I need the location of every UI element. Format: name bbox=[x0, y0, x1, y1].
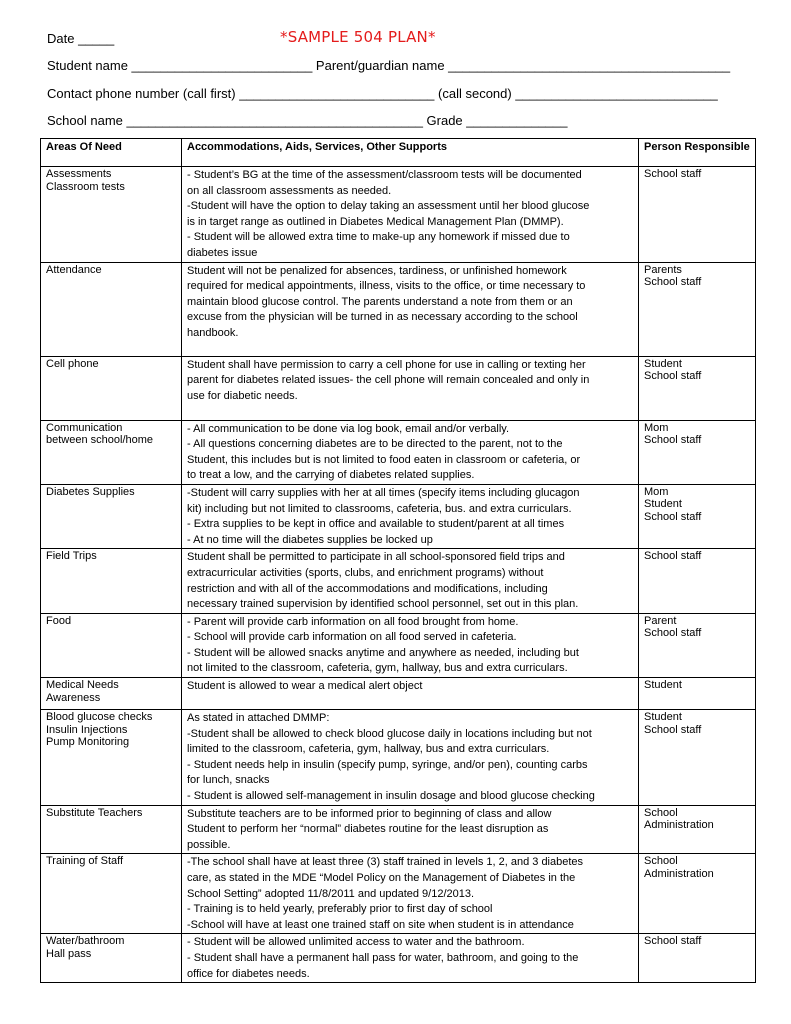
accommodation-line: Student to perform her “normal” diabetes routine for the least disruption as bbox=[187, 823, 549, 836]
accommodation-cell bbox=[182, 678, 639, 710]
person-cell bbox=[639, 262, 756, 356]
person-line: School staff bbox=[644, 550, 702, 563]
accommodation-cell bbox=[182, 484, 639, 548]
table-row bbox=[41, 710, 756, 806]
person-cell bbox=[639, 934, 756, 983]
accommodation-line: - Student’s BG at the time of the assessment/classroom tests will be documented bbox=[187, 169, 582, 181]
accommodation-line: Substitute teachers are to be informed prior to beginning of class and allow bbox=[187, 807, 552, 820]
table-row bbox=[41, 613, 756, 677]
area-line: Medical Needs bbox=[46, 679, 119, 692]
accommodation-line: not limited to the classroom, cafeteria, gym, hallway, bus and extra curriculars. bbox=[187, 662, 568, 675]
accommodation-line: - Extra supplies to be kept in office and available to student/parent at all times bbox=[187, 518, 565, 531]
area-cell bbox=[41, 167, 182, 263]
accommodation-line: -Student will carry supplies with her at all times (specify items including glucagon bbox=[187, 486, 580, 499]
accommodation-line: - At no time will the diabetes supplies be locked up bbox=[187, 533, 433, 546]
area-line: Training of Staff bbox=[46, 855, 124, 868]
header-accommodations: Accommodations, Aids, Services, Other Supports bbox=[182, 139, 639, 167]
area-line: Cell phone bbox=[46, 357, 99, 370]
area-cell bbox=[41, 805, 182, 854]
person-cell bbox=[639, 678, 756, 710]
accommodation-line: extracurricular activities (sports, clubs, and enrichment programs) without bbox=[187, 566, 544, 579]
accommodation-line: - Student will be allowed unlimited access to water and the bathroom. bbox=[187, 936, 525, 949]
area-line: Field Trips bbox=[46, 550, 97, 563]
accommodation-line: -The school shall have at least three (3) staff trained in levels 1, 2, and 3 diabetes bbox=[187, 856, 584, 869]
accommodation-line: -Student shall be allowed to check blood glucose daily in locations including but not bbox=[187, 727, 592, 740]
area-line: Hall pass bbox=[46, 947, 92, 960]
area-line: Communication bbox=[46, 421, 123, 434]
accommodation-line: School Setting” adopted 11/8/2011 and updated 9/12/2013. bbox=[187, 887, 475, 900]
accommodation-line: - Student shall have a permanent hall pass for water, bathroom, and going to the bbox=[187, 952, 579, 964]
person-line: Mom bbox=[644, 421, 669, 434]
person-line: School bbox=[644, 855, 678, 868]
table-row bbox=[41, 934, 756, 983]
area-cell bbox=[41, 549, 182, 613]
person-line: Student bbox=[644, 679, 682, 692]
person-line: School staff bbox=[644, 434, 702, 447]
accommodation-line: restriction and with all of the accommodations and modifications, including bbox=[187, 582, 548, 595]
person-cell bbox=[639, 356, 756, 420]
accommodation-cell bbox=[182, 262, 639, 356]
accommodation-line: Student will not be penalized for absences, tardiness, or unfinished homework bbox=[187, 264, 567, 277]
area-cell bbox=[41, 420, 182, 484]
accommodation-cell bbox=[182, 613, 639, 677]
accommodation-line: Student, this includes but is not limited to food eaten in classroom or cafeteria, or bbox=[187, 453, 581, 466]
area-cell bbox=[41, 854, 182, 934]
area-line: between school/home bbox=[46, 434, 154, 447]
accommodation-line: - Student will be allowed snacks anytime and anywhere as needed, including but bbox=[187, 646, 579, 659]
table-row bbox=[41, 356, 756, 420]
accommodation-line: - Student will be allowed extra time to make-up any homework if missed due to bbox=[187, 231, 570, 244]
accommodation-line: kit) including but not limited to classrooms, cafeteria, bus. and extra curriculars. bbox=[187, 502, 572, 515]
accommodation-line: - All communication to be done via log book, email and/or verbally. bbox=[187, 422, 510, 435]
accommodation-line: to treat a low, and the carrying of diabetes related supplies. bbox=[187, 469, 475, 482]
accommodation-line: -School will have at least one trained staff on site when student is in attendance bbox=[187, 918, 574, 931]
person-line: Administration bbox=[644, 819, 714, 832]
date-line: Date _____ bbox=[47, 31, 115, 46]
accommodation-cell bbox=[182, 854, 639, 934]
area-line: Substitute Teachers bbox=[46, 806, 143, 819]
area-cell bbox=[41, 710, 182, 806]
accommodation-line: - Training is to held yearly, preferably prior to first day of school bbox=[187, 903, 493, 916]
accommodation-cell bbox=[182, 167, 639, 263]
table-row bbox=[41, 262, 756, 356]
table-row bbox=[41, 854, 756, 934]
accommodation-line: Student shall have permission to carry a cell phone for use in calling or texting her bbox=[187, 358, 586, 371]
area-line: Blood glucose checks bbox=[46, 711, 153, 724]
accommodation-line: excuse from the physician will be turned in as necessary according to the school bbox=[187, 311, 578, 324]
person-line: School staff bbox=[644, 723, 702, 736]
area-line: Insulin Injections bbox=[46, 723, 128, 736]
person-cell bbox=[639, 710, 756, 806]
school-line: School name _________________________________________ Grade ______________ bbox=[47, 113, 568, 128]
person-line: Student bbox=[644, 357, 682, 370]
contact-line: Contact phone number (call first) ___________________________ (call second) ____________________________ bbox=[47, 86, 718, 101]
accommodation-cell bbox=[182, 356, 639, 420]
area-cell bbox=[41, 678, 182, 710]
header-person-responsible: Person Responsible bbox=[639, 139, 756, 167]
person-cell bbox=[639, 854, 756, 934]
accommodation-line: - Student is allowed self-management in insulin dosage and blood glucose checking bbox=[187, 790, 595, 803]
person-cell bbox=[639, 549, 756, 613]
accommodation-line: - Parent will provide carb information on all food brought from home. bbox=[187, 615, 519, 628]
table-header-row bbox=[41, 139, 756, 167]
accommodation-line: is in target range as outlined in Diabetes Medical Management Plan (DMMP). bbox=[187, 215, 564, 228]
accommodation-line: handbook. bbox=[187, 326, 239, 339]
table-row bbox=[41, 549, 756, 613]
person-line: School staff bbox=[644, 168, 702, 180]
area-line: Awareness bbox=[46, 691, 101, 704]
person-cell bbox=[639, 484, 756, 548]
accommodation-line: - School will provide carb information on all food served in cafeteria. bbox=[187, 631, 517, 644]
person-cell bbox=[639, 613, 756, 677]
table-row bbox=[41, 420, 756, 484]
table-row bbox=[41, 805, 756, 854]
person-line: School staff bbox=[644, 935, 702, 948]
accommodation-line: Student is allowed to wear a medical alert object bbox=[187, 680, 423, 693]
person-line: School staff bbox=[644, 510, 702, 523]
accommodation-cell bbox=[182, 420, 639, 484]
person-cell bbox=[639, 167, 756, 263]
accommodation-cell bbox=[182, 805, 639, 854]
person-line: School staff bbox=[644, 627, 702, 640]
area-line: Pump Monitoring bbox=[46, 736, 130, 749]
person-cell bbox=[639, 420, 756, 484]
person-line: Mom bbox=[644, 485, 669, 498]
area-line: Attendance bbox=[46, 263, 102, 276]
accommodation-line: - All questions concerning diabetes are to be directed to the parent, not to the bbox=[187, 438, 563, 451]
student-line: Student name _________________________ Parent/guardian name _______________________________________ bbox=[47, 58, 731, 73]
person-line: School bbox=[644, 806, 678, 819]
accommodation-cell bbox=[182, 549, 639, 613]
area-cell bbox=[41, 613, 182, 677]
area-cell bbox=[41, 484, 182, 548]
accommodation-line: for lunch, snacks bbox=[187, 774, 270, 787]
accommodation-line: office for diabetes needs. bbox=[187, 967, 310, 980]
person-cell bbox=[639, 805, 756, 854]
person-line: Parent bbox=[644, 614, 677, 627]
accommodation-line: Student shall be permitted to participate in all school-sponsored field trips and bbox=[187, 551, 565, 564]
accommodation-line: - Student needs help in insulin (specify pump, syringe, and/or pen), counting carbs bbox=[187, 758, 588, 771]
accommodation-line: -Student will have the option to delay taking an assessment until her blood glucose bbox=[187, 200, 590, 213]
accommodation-line: on all classroom assessments as needed. bbox=[187, 184, 392, 197]
person-line: Parents bbox=[644, 263, 682, 276]
accommodation-line: parent for diabetes related issues- the cell phone will remain concealed and only in bbox=[187, 374, 590, 387]
area-cell bbox=[41, 262, 182, 356]
page-title: *SAMPLE 504 PLAN* bbox=[280, 28, 436, 46]
accommodation-line: necessary trained supervision by identified school personnel, set out in this plan. bbox=[187, 598, 579, 611]
header-areas-of-need: Areas Of Need bbox=[41, 139, 182, 167]
accommodation-line: diabetes issue bbox=[187, 246, 258, 259]
area-cell bbox=[41, 356, 182, 420]
accommodation-line: required for medical appointments, illness, visits to the office, or time necessary to bbox=[187, 280, 586, 293]
table-row bbox=[41, 484, 756, 548]
area-cell bbox=[41, 934, 182, 983]
area-line: Diabetes Supplies bbox=[46, 485, 135, 498]
accommodation-line: care, as stated in the MDE “Model Policy on the Management of Diabetes in the bbox=[187, 872, 576, 884]
person-line: Student bbox=[644, 498, 682, 511]
person-line: Student bbox=[644, 711, 682, 724]
table-row bbox=[41, 678, 756, 710]
accommodation-cell bbox=[182, 934, 639, 983]
accommodation-line: maintain blood glucose control. The parents understand a note from them or an bbox=[187, 295, 573, 308]
accommodation-line: use for diabetic needs. bbox=[187, 389, 298, 402]
area-line: Classroom tests bbox=[46, 180, 125, 193]
table-row bbox=[41, 167, 756, 263]
accommodation-cell bbox=[182, 710, 639, 806]
person-line: School staff bbox=[644, 276, 702, 289]
area-line: Assessments bbox=[46, 168, 112, 180]
accommodation-line: limited to the classroom, cafeteria, gym, hallway, bus and extra curriculars. bbox=[187, 743, 550, 756]
accommodation-line: As stated in attached DMMP: bbox=[187, 712, 330, 725]
person-line: Administration bbox=[644, 867, 714, 880]
area-line: Water/bathroom bbox=[46, 935, 125, 948]
area-line: Food bbox=[46, 614, 72, 627]
accommodation-line: possible. bbox=[187, 838, 231, 851]
accommodations-table bbox=[40, 138, 756, 983]
person-line: School staff bbox=[644, 370, 702, 383]
